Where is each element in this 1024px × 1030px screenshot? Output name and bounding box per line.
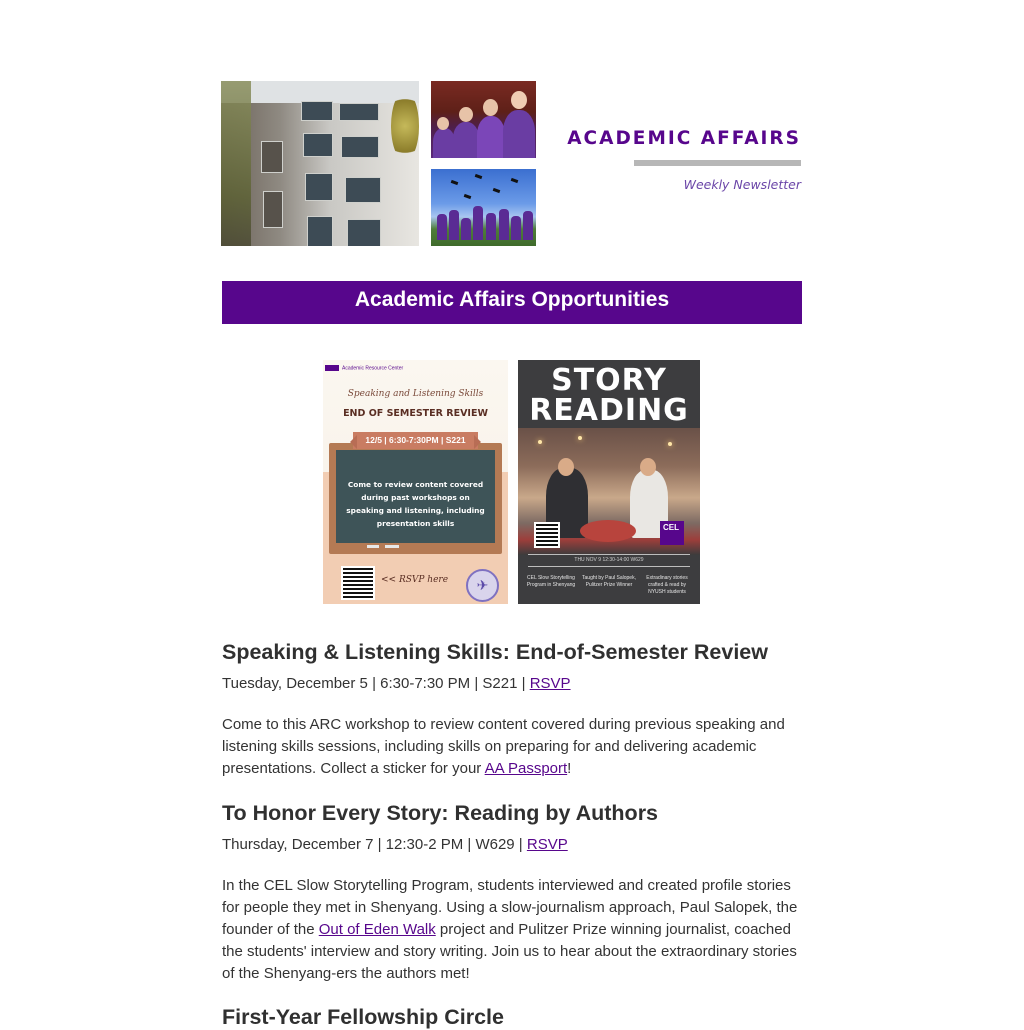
poster-col-2: Taught by Paul Salopek, Pulitzer Prize Winner xyxy=(582,575,636,588)
graduation-photo xyxy=(431,169,536,246)
poster-logo: Academic Resource Center xyxy=(325,365,403,371)
rsvp-link[interactable]: RSVP xyxy=(526,836,568,853)
qr-code-icon[interactable] xyxy=(341,566,375,600)
chalkboard-text: Come to review content covered during past workshops on speaking and listening, including presentation skills xyxy=(346,480,485,528)
article-meta: Tuesday, December 5 | 6:30-7:30 PM | S221 | RSVP xyxy=(222,675,571,692)
airplane-seal-icon: ✈ xyxy=(466,569,499,602)
event-ribbon: 12/5 | 6:30-7:30PM | S221 xyxy=(353,432,478,449)
cel-badge: CEL xyxy=(660,521,684,545)
article-title: Speaking & Listening Skills: End-of-Semester Review xyxy=(222,640,768,664)
article-meta: Thursday, December 7 | 12:30-2 PM | W629 | RSVP xyxy=(222,836,568,853)
section-banner: Academic Affairs Opportunities xyxy=(222,281,802,324)
chalkboard xyxy=(329,443,502,554)
poster-col-1: CEL Slow Storytelling Program in Shenyang xyxy=(526,575,576,588)
poster-title: END OF SEMESTER REVIEW xyxy=(343,408,488,419)
article-title: First-Year Fellowship Circle xyxy=(222,1005,504,1029)
brand-title: ACADEMIC AFFAIRS xyxy=(567,128,801,149)
article-body: In the CEL Slow Storytelling Program, students interviewed and created profile stories for people they met in Shenyang. Using a slow-journalism approach, Paul Salopek, the founder of the Out of Eden Walk project and Pulitzer Prize winning journalist, coached the students' interview and story writing. Join us to hear about the extraordinary stories of the Shenyang-ers the authors met! xyxy=(222,877,798,982)
poster-subtitle: Speaking and Listening Skills xyxy=(347,389,484,399)
poster-date: THU NOV 9 12:30-14:00 W629 xyxy=(574,557,644,563)
brand-divider xyxy=(634,160,801,166)
speaking-review-poster[interactable] xyxy=(323,360,508,604)
poster-title: STORY READING xyxy=(529,363,689,428)
aa-passport-link[interactable]: AA Passport xyxy=(484,760,568,777)
poster-col-3: Extradinary stories crafted & read by NYUSH students xyxy=(646,575,688,595)
article-title: To Honor Every Story: Reading by Authors xyxy=(222,801,659,825)
story-reading-poster[interactable] xyxy=(518,360,700,604)
poster-rsvp-text: << RSVP here xyxy=(381,575,449,585)
rsvp-link[interactable]: RSVP xyxy=(529,675,571,692)
building-photo xyxy=(221,81,419,246)
out-of-eden-walk-link[interactable]: Out of Eden Walk xyxy=(318,921,436,938)
qr-code-icon[interactable] xyxy=(534,522,560,548)
students-crowd-photo xyxy=(431,81,536,158)
brand-subtitle: Weekly Newsletter xyxy=(683,177,801,192)
newsletter-header xyxy=(221,81,802,246)
article-body: Come to this ARC workshop to review content covered during previous speaking and listening skills sessions, including skills on preparing for and delivering academic presentations. Collect a sticker for your AA Passport! xyxy=(222,716,785,777)
